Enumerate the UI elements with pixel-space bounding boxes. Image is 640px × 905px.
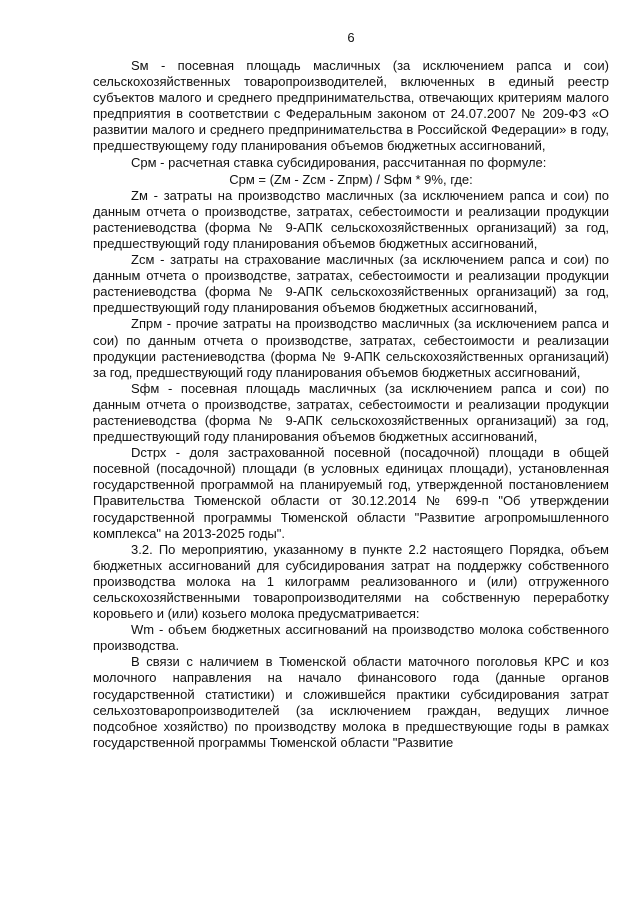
paragraph-sm-definition: Sм - посевная площадь масличных (за исключением рапса и сои) сельскохозяйственных товаропроизводителей, включенных в единый реестр субъектов малого и среднего предпринимательства, отвечающих критериям малого предприятия в соответствии с Федеральным законом от 24.07.2007 № 209-ФЗ «О развитии малого и среднего предпринимательства в Российской Федерации» в году, предшествующему году планирования объемов бюджетных ассигнований, [93,58,609,154]
paragraph-sfm-definition: Sфм - посевная площадь масличных (за исключением рапса и сои) по данным отчета о производстве, затратах, себестоимости и реализации продукции растениеводства (форма № 9-АПК сельскохозяйственных организаций) за год, предшествующий году планирования объемов бюджетных ассигнований, [93,380,609,445]
paragraph-zprm-definition: Zпрм - прочие затраты на производство масличных (за исключением рапса и сои) по данным отчета о производстве, затратах, себестоимости и реализации продукции растениеводства (форма № 9-АПК сельскохозяйственных организаций) за год, предшествующий году планирования объемов бюджетных ассигнований, [93,316,609,380]
paragraph-section-3-2: 3.2. По мероприятию, указанному в пункте 2.2 настоящего Порядка, объем бюджетных ассигнований для субсидирования затрат на поддержку собственного производства молока на 1 килограмм реализованного и (или) отгруженного сельскохозяйственными товаропроизводителями на собственную переработку коровьего и (или) козьего молока предусматривается: [93,541,609,622]
paragraph-wm-definition: Wm - объем бюджетных ассигнований на производство молока собственного производства. [93,622,609,654]
paragraph-crm-definition: Срм - расчетная ставка субсидирования, рассчитанная по формуле: [131,154,547,170]
paragraph-zm-definition: Zм - затраты на производство масличных (за исключением рапса и сои) по данным отчета о производстве, затратах, себестоимости и реализации продукции растениеводства (форма № 9-АПК сельскохозяйственных организаций) за год, предшествующий году планирования объемов бюджетных ассигнований, [93,187,609,251]
formula-crm: Срм = (Zм - Zсм - Zпрм) / Sфм * 9%, где: [229,171,473,187]
paragraph-dstrh-definition: Dстрх - доля застрахованной посевной (посадочной) площади в общей посевной (посадочной) площади (в условных единицах площади), установленная государственной программой на планируемый год, утвержденной постановлением Правительства Тюменской области от 30.12.2014 № 699-п "Об утверждении государственной программы Тюменской области "Развитие агропромышленного комплекса" на 2013-2025 годы". [93,445,609,541]
page-number: 6 [347,30,355,45]
paragraph-zsm-definition: Zсм - затраты на страхование масличных (за исключением рапса и сои) по данным отчета о производстве, затратах, себестоимости и реализации продукции растениеводства (форма № 9-АПК сельскохозяйственных организаций) за год, предшествующий году планирования объемов бюджетных ассигнований, [93,252,609,316]
paragraph-milk-context: В связи с наличием в Тюменской области маточного поголовья КРС и коз молочного направления на начало финансового года (данные органов государственной статистики) и сложившейся практики субсидирования затрат сельхозтоваропроизводителей (за исключением граждан, ведущих личное подсобное хозяйство) по производству молока в предшествующие годы в рамках государственной программы Тюменской области "Развитие [93,654,609,750]
